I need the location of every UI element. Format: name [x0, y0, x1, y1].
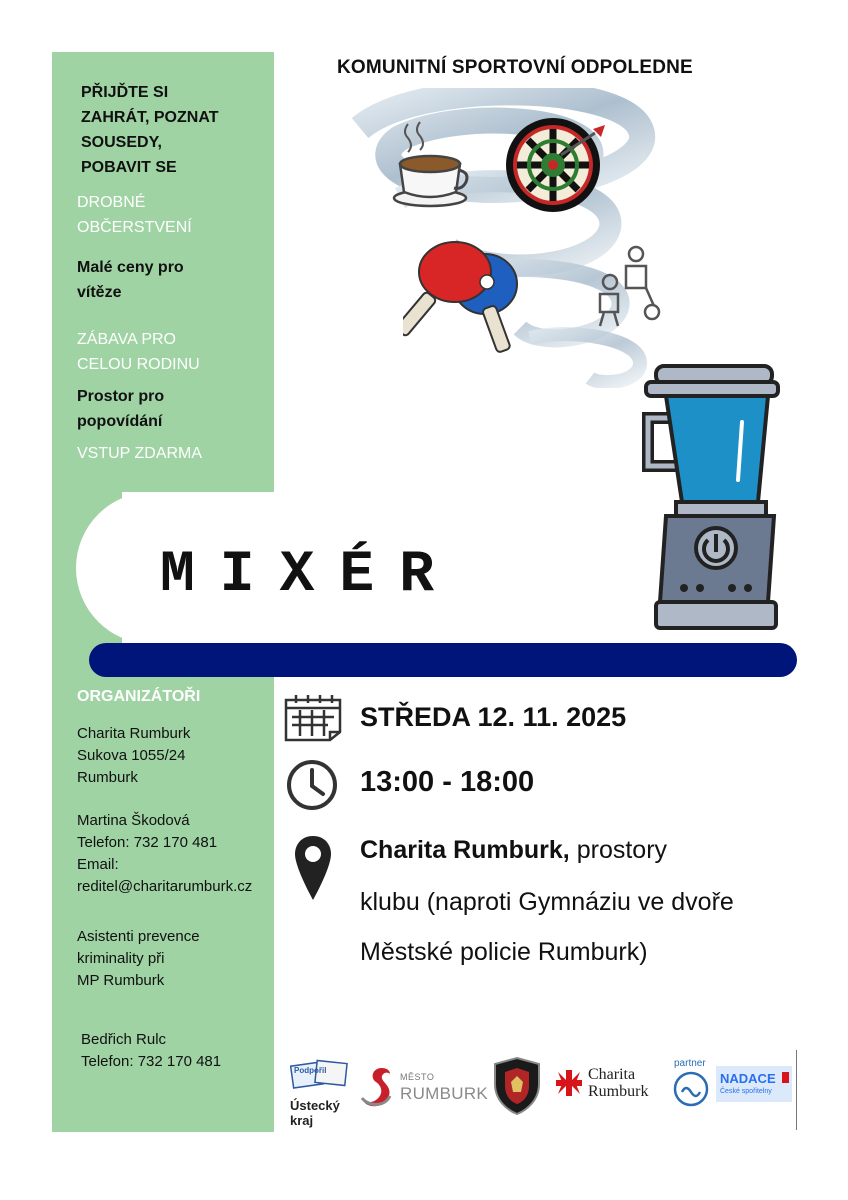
organizer-line-3: Rumburk: [77, 769, 138, 786]
nadace-text: NADACE: [720, 1071, 776, 1086]
nadace-s-icon: [782, 1072, 789, 1083]
dartboard-icon: [503, 115, 613, 215]
mestska-policie-badge-icon: [491, 1056, 543, 1116]
chat-line-2: popovídání: [77, 413, 163, 430]
ustecky-kraj-text: Ústecký kraj: [290, 1098, 340, 1128]
prizes-line-2: vítěze: [77, 284, 122, 301]
clock-icon: [285, 758, 339, 812]
event-location-rest: prostory: [569, 836, 668, 864]
charita-text-1: Charita: [588, 1066, 636, 1083]
organizer-line-2: Sukova 1055/24: [77, 747, 186, 764]
ustecky-podporil-text: Podpořil: [294, 1066, 327, 1075]
mesto-small-text: MĚSTO: [400, 1072, 435, 1082]
contact-email[interactable]: reditel@charitarumburk.cz: [77, 878, 253, 895]
logo-charita-rumburk: [552, 1050, 664, 1130]
assist-line-3: MP Rumburk: [77, 972, 165, 989]
contact-name: Martina Škodová: [77, 812, 190, 829]
partner-text: partner: [674, 1058, 706, 1069]
intro-line-4: POBAVIT SE: [81, 159, 177, 176]
navy-divider-bar: [89, 643, 797, 677]
people-chatting-icon: [596, 244, 664, 330]
logo-nadace-ceske-sporitelny: [716, 1066, 792, 1102]
charita-cross-icon: [554, 1068, 584, 1098]
mesto-rumburk-text: RUMBURK: [400, 1084, 489, 1103]
logo-ustecky-kraj: [284, 1050, 354, 1130]
family-line-2: CELOU RODINU: [77, 356, 200, 373]
poster-subtitle: KOMUNITNÍ SPORTOVNÍ ODPOLEDNE: [337, 57, 693, 78]
ping-pong-paddles-icon: [403, 238, 528, 356]
second-contact-name: Bedřich Rulc: [81, 1031, 167, 1048]
refreshments-line-1: DROBNÉ: [77, 194, 146, 211]
event-title: MIXÉR: [160, 543, 460, 608]
intro-line-2: ZAHRÁT, POZNAT: [81, 109, 219, 126]
partner-emblem: [670, 1070, 712, 1108]
blender-icon: [636, 362, 782, 634]
prizes-line-1: Malé ceny pro: [77, 259, 184, 276]
family-line-1: ZÁBAVA PRO: [77, 331, 176, 348]
chat-line-1: Prostor pro: [77, 388, 165, 405]
mesto-rumburk-swan-icon: [360, 1064, 396, 1110]
coffee-cup-icon: [390, 120, 470, 208]
organizers-heading: ORGANIZÁTOŘI: [77, 688, 201, 705]
second-contact-phone: Telefon: 732 170 481: [81, 1053, 222, 1070]
contact-phone: Telefon: 732 170 481: [77, 834, 218, 851]
nadace-sub-text: České spořitelny: [720, 1088, 772, 1095]
calendar-icon: [282, 692, 344, 742]
organizer-line-1: Charita Rumburk: [77, 725, 191, 742]
intro-line-3: SOUSEDY,: [81, 134, 162, 151]
event-time: 13:00 - 18:00: [360, 766, 535, 798]
refreshments-line-2: OBČERSTVENÍ: [77, 219, 192, 236]
contact-email-label: Email:: [77, 856, 119, 873]
charita-text-2: Rumburk: [588, 1083, 649, 1100]
location-pin-icon: [293, 834, 333, 902]
assist-line-1: Asistenti prevence: [77, 928, 200, 945]
event-location-line-2: klubu (naproti Gymnáziu ve dvoře: [360, 888, 734, 916]
event-location-line-1: [360, 836, 667, 865]
free-entry: VSTUP ZDARMA: [77, 445, 203, 462]
event-date: STŘEDA 12. 11. 2025: [360, 702, 627, 732]
assist-line-2: kriminality při: [77, 950, 165, 967]
logo-mesto-rumburk: [360, 1050, 489, 1130]
intro-line-1: PŘIJĎTE SI: [81, 84, 169, 101]
logo-partner: [668, 1050, 714, 1130]
event-location-name: Charita Rumburk,: [360, 836, 570, 864]
event-location-line-3: Městské policie Rumburk): [360, 938, 648, 966]
logo-divider: [796, 1050, 797, 1130]
